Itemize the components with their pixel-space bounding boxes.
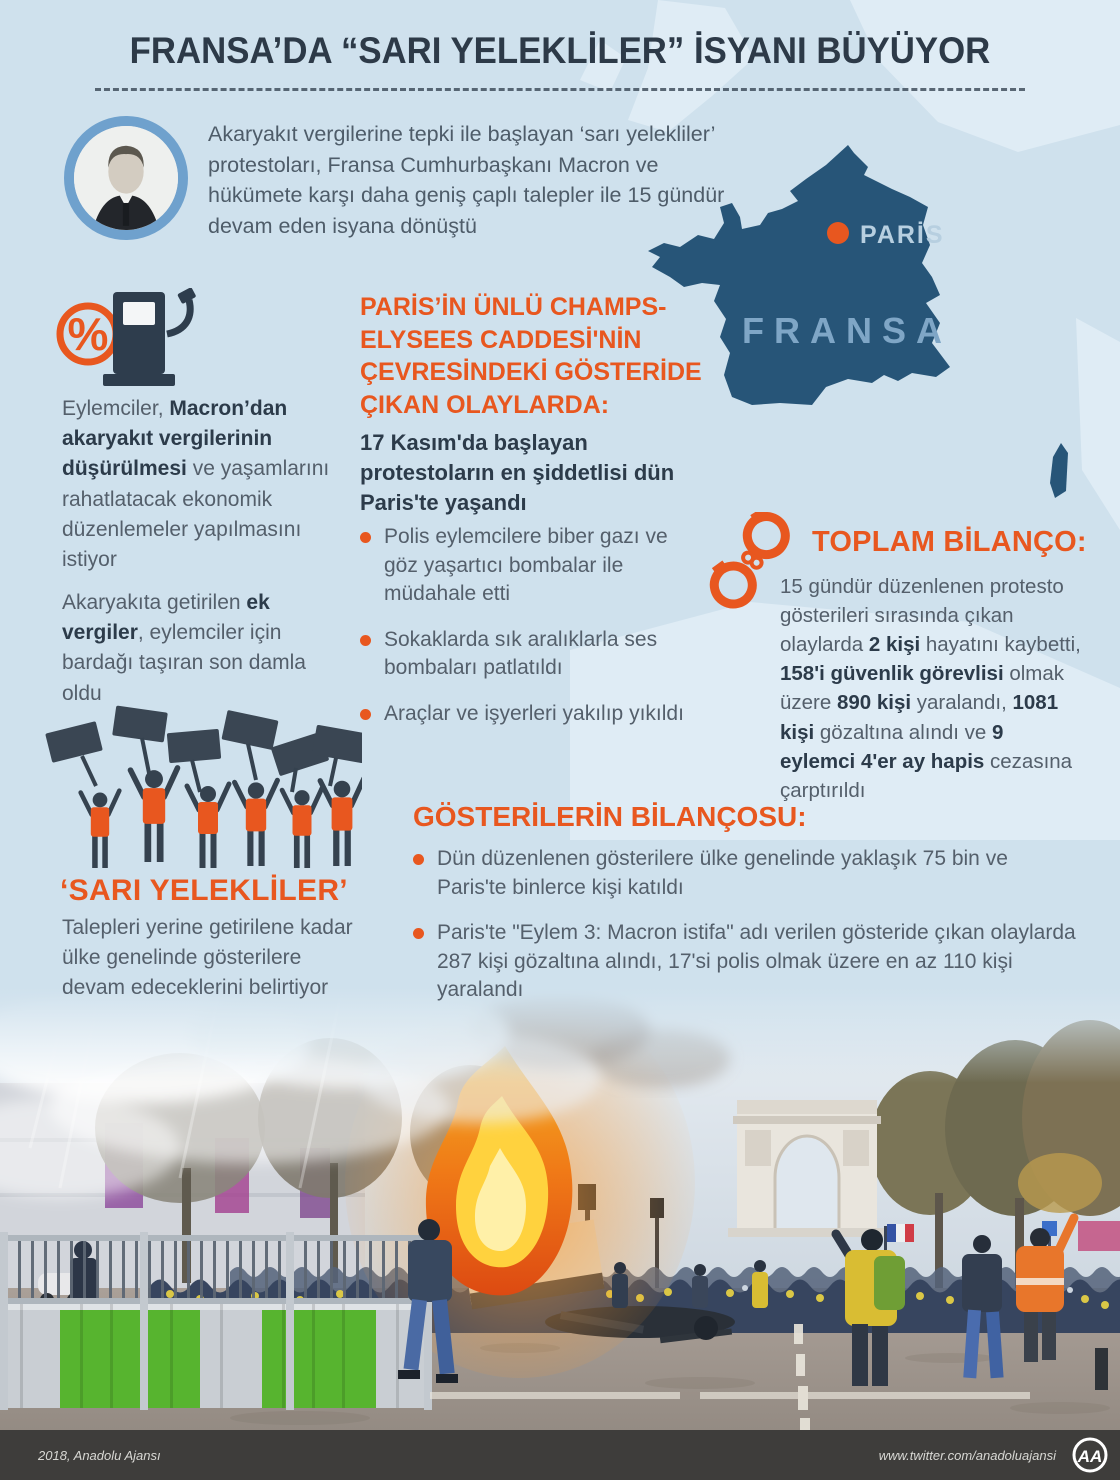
aa-agency-logo [1070, 1435, 1110, 1475]
protesters-illustration [42, 700, 362, 875]
footer-url: www.twitter.com/anadoluajansi [878, 1447, 1056, 1463]
pump-hose-icon [167, 300, 190, 334]
paris-label: PARİS [860, 221, 945, 249]
construction-fence [0, 1232, 432, 1410]
demands-paragraph-2: Akaryakıta getirilen ek vergiler, eylemciler için bardağı taşıran son damla oldu [62, 591, 306, 705]
footer-credit: 2018, Anadolu Ajansı [38, 1447, 161, 1463]
latest-toll-heading: GÖSTERİLERİN BİLANÇOSU: [413, 801, 807, 832]
fransa-label: FRANSA [742, 310, 952, 351]
page-title: FRANSA’DA “SARI YELEKLİLER” İSYANI BÜYÜYOR [129, 30, 991, 71]
paris-dot [827, 222, 849, 244]
clashes-bullet-1: Polis eylemcilere biber gazı ve göz yaşartıcı bombalar ile müdahale etti [360, 523, 700, 609]
dashed-divider [95, 88, 1025, 91]
clashes-heading: PARİS’İN ÜNLÜ CHAMPS-ELYSEES CADDESİ'NİN ÇEVRESİNDEKİ GÖSTERİDE ÇIKAN OLAYLARDA: [360, 293, 702, 419]
latest-bullet-2: Paris'te "Eylem 3: Macron istifa" adı verilen gösteride çıkan olaylarda 287 kişi gözaltına alındı, 17'si polis olmak üzere en az 110 kişi yaralandı [413, 919, 1078, 1005]
protest-photo [0, 988, 1120, 1430]
total-toll-heading: TOPLAM BİLANÇO: [812, 526, 1087, 558]
clashes-bullet-2: Sokaklarda sık aralıklarla ses bombaları patlatıldı [360, 626, 700, 683]
percent-glyph: % [67, 308, 109, 360]
yellow-vests-paragraph: Talepleri yerine getirilene kadar ülke genelinde gösterilere devam edeceklerini belirtiyor [62, 916, 353, 1000]
clashes-bullet-list [360, 523, 700, 745]
arc-de-triomphe [728, 1100, 886, 1237]
macron-avatar [64, 116, 188, 240]
portrait-illustration [74, 126, 178, 230]
clashes-bullet-3: Araçlar ve işyerleri yakılıp yıkıldı [360, 700, 700, 729]
clashes-subheading: 17 Kasım'da başlayan protestoların en şiddetlisi dün Paris'te yaşandı [360, 430, 675, 515]
demands-paragraph-1: Eylemciler, Macron’dan akaryakıt vergilerinin düşürülmesi ve yaşamlarını rahatlatacak ekonomik düzenlemeler yapılmasını istiyor [62, 397, 330, 572]
yellow-vests-heading: ‘SARI YELEKLİLER’ [60, 874, 348, 907]
aa-logo-text: AA [1077, 1447, 1103, 1466]
latest-bullet-1: Dün düzenlenen gösterilere ülke genelinde yaklaşık 75 bin ve Paris'te binlerce kişi katıldı [413, 845, 1078, 902]
fuel-tax-icon [55, 288, 215, 396]
latest-toll-bullet-list [413, 845, 1078, 1022]
total-toll-paragraph: 15 gündür düzenlenen protesto gösterileri sırasında çıkan olaylarda 2 kişi hayatını kaybetti, 158'i güvenlik görevlisi olmak üzere 890 kişi yaralandı, 1081 kişi gözaltına alındı ve 9 eylemci 4'er ay hapis cezasına çarptırıldı [780, 575, 1081, 802]
corsica-shape [1050, 443, 1068, 498]
footer-bar [0, 1430, 1120, 1480]
intro-paragraph: Akaryakıt vergilerine tepki ile başlayan ‘sarı yelekliler’ protestoları, Fransa Cumhurbaşkanı Macron ve hükümete karşı daha geniş çaplı talepler ile 15 gündür devam eden isyana dönüştü [208, 122, 725, 238]
